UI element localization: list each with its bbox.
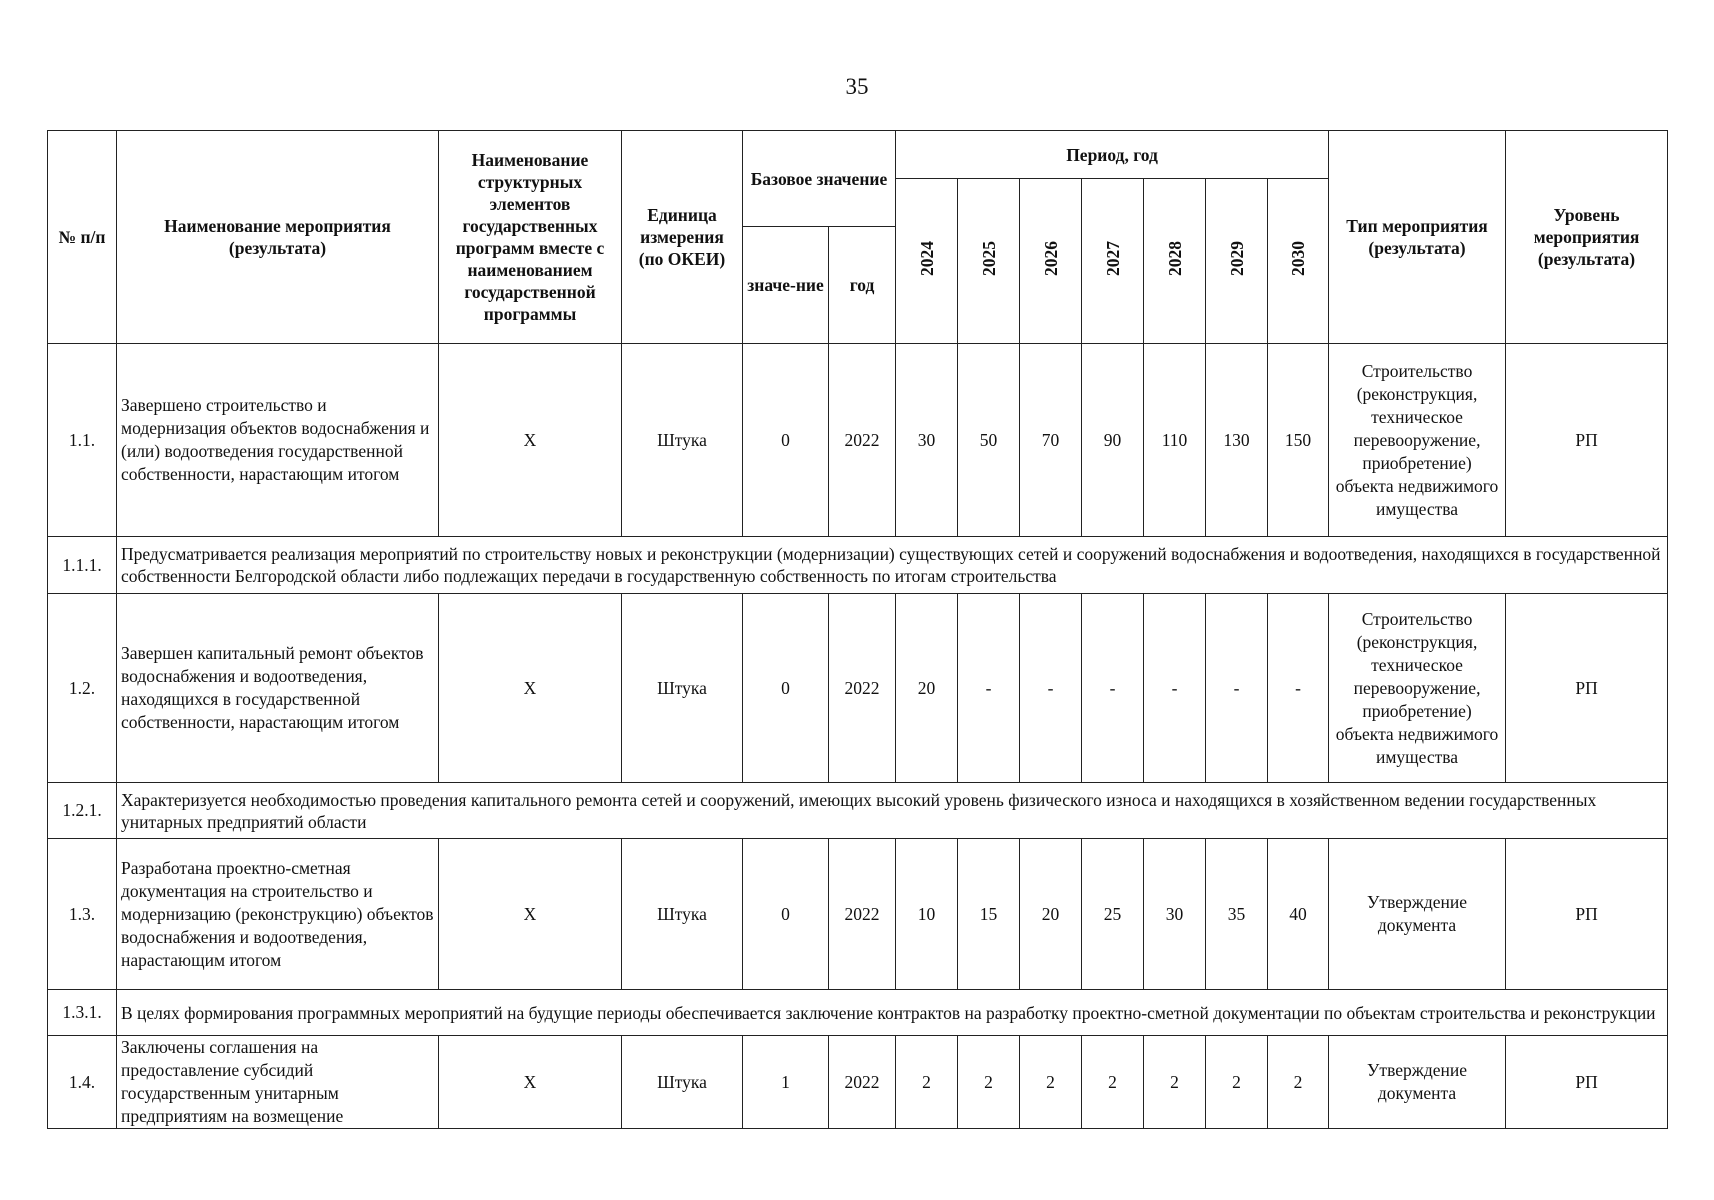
row-unit: Штука [622,1036,743,1129]
row-num: 1.3. [48,839,117,990]
header-year-2028: 2028 [1144,179,1206,344]
header-year-2025: 2025 [958,179,1020,344]
row-num: 1.4. [48,1036,117,1129]
row-type: Строительство (реконструкция, техническое перевооружение, приобретение) объекта недвижимого имущества [1329,344,1506,537]
row-name: Завершено строительство и модернизация объектов водоснабжения и (или) водоотведения государственной собственности, нарастающим итогом [117,344,439,537]
note-row [48,783,1668,839]
row-num: 1.1. [48,344,117,537]
row-value-2029: - [1206,594,1268,783]
header-structural: Наименование структурных элементов государственных программ вместе с наименованием государственной программы [439,131,622,344]
row-value-2025: - [958,594,1020,783]
row-base-value: 0 [743,839,829,990]
table-row [48,1036,1668,1129]
row-value-2024: 30 [896,344,958,537]
row-base-year: 2022 [829,839,896,990]
note-text: В целях формирования программных мероприятий на будущие периоды обеспечивается заключение контрактов на разработку проектно-сметной документации по объектам строительства и реконструкции [117,990,1668,1036]
row-level: РП [1506,594,1668,783]
header-row-1 [48,131,1668,179]
table-row [48,594,1668,783]
header-period: Период, год [896,131,1329,179]
table-row [48,344,1668,537]
note-text: Характеризуется необходимостью проведения капитального ремонта сетей и сооружений, имеющих высокий уровень физического износа и находящихся в хозяйственном ведении государственных унитарных предприятий области [117,783,1668,839]
row-value-2028: 30 [1144,839,1206,990]
note-num: 1.3.1. [48,990,117,1036]
row-value-2027: 2 [1082,1036,1144,1129]
row-unit: Штука [622,594,743,783]
row-value-2027: 90 [1082,344,1144,537]
row-value-2026: 20 [1020,839,1082,990]
header-year-2027: 2027 [1082,179,1144,344]
row-num: 1.2. [48,594,117,783]
row-value-2025: 15 [958,839,1020,990]
row-unit: Штука [622,839,743,990]
note-num: 1.1.1. [48,537,117,594]
row-value-2025: 50 [958,344,1020,537]
row-value-2030: - [1268,594,1329,783]
header-unit: Единица измерения (по ОКЕИ) [622,131,743,344]
note-row [48,990,1668,1036]
row-value-2024: 10 [896,839,958,990]
header-level: Уровень мероприятия (результата) [1506,131,1668,344]
row-value-2028: 2 [1144,1036,1206,1129]
row-structural: Х [439,839,622,990]
row-type: Строительство (реконструкция, техническое перевооружение, приобретение) объекта недвижимого имущества [1329,594,1506,783]
row-structural: Х [439,594,622,783]
row-value-2026: 70 [1020,344,1082,537]
row-value-2025: 2 [958,1036,1020,1129]
row-base-year: 2022 [829,1036,896,1129]
row-level: РП [1506,839,1668,990]
row-level: РП [1506,344,1668,537]
row-level: РП [1506,1036,1668,1129]
note-row [48,537,1668,594]
note-text: Предусматривается реализация мероприятий по строительству новых и реконструкции (модернизации) существующих сетей и сооружений водоснабжения и водоотведения, находящихся в государственной собственности Белгородской области либо подлежащих передачи в государственную собственность по итогам строительства [117,537,1668,594]
row-base-value: 0 [743,344,829,537]
header-num: № п/п [48,131,117,344]
row-value-2024: 20 [896,594,958,783]
row-value-2028: - [1144,594,1206,783]
row-type: Утверждение документа [1329,1036,1506,1129]
table-row [48,839,1668,990]
row-base-value: 0 [743,594,829,783]
row-structural: Х [439,344,622,537]
row-name: Завершен капитальный ремонт объектов водоснабжения и водоотведения, находящихся в государственной собственности, нарастающим итогом [117,594,439,783]
row-value-2027: - [1082,594,1144,783]
row-name: Разработана проектно-сметная документация на строительство и модернизацию (реконструкцию) объектов водоснабжения и водоотведения, нарастающим итогом [117,839,439,990]
header-base-year: год [829,227,896,344]
row-value-2030: 150 [1268,344,1329,537]
row-base-value: 1 [743,1036,829,1129]
row-value-2024: 2 [896,1036,958,1129]
row-base-year: 2022 [829,594,896,783]
row-value-2029: 130 [1206,344,1268,537]
row-value-2028: 110 [1144,344,1206,537]
row-type: Утверждение документа [1329,839,1506,990]
row-value-2029: 2 [1206,1036,1268,1129]
row-value-2027: 25 [1082,839,1144,990]
header-base-value: значе-ние [743,227,829,344]
header-year-2029: 2029 [1206,179,1268,344]
row-value-2030: 40 [1268,839,1329,990]
header-name: Наименование мероприятия (результата) [117,131,439,344]
header-year-2030: 2030 [1268,179,1329,344]
note-num: 1.2.1. [48,783,117,839]
header-year-2026: 2026 [1020,179,1082,344]
header-year-2024: 2024 [896,179,958,344]
header-type: Тип мероприятия (результата) [1329,131,1506,344]
row-value-2026: - [1020,594,1082,783]
row-structural: Х [439,1036,622,1129]
row-name: Заключены соглашения на предоставление субсидий государственным унитарным предприятиям на возмещение [117,1036,439,1129]
row-value-2026: 2 [1020,1036,1082,1129]
row-base-year: 2022 [829,344,896,537]
row-unit: Штука [622,344,743,537]
header-base: Базовое значение [743,131,896,227]
indicators-table [47,130,1668,1129]
page-number: 35 [845,74,869,99]
row-value-2030: 2 [1268,1036,1329,1129]
row-value-2029: 35 [1206,839,1268,990]
